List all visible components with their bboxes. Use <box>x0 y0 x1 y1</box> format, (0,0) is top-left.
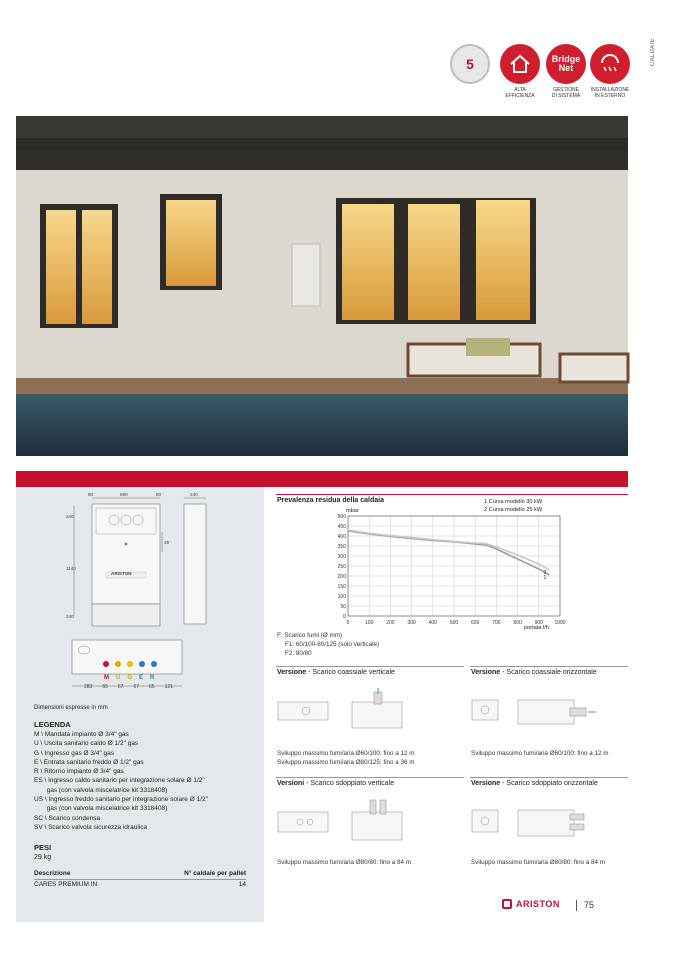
pressure-chart <box>330 512 564 628</box>
legend-item: US \ Ingresso freddo sanitario per integrazione solare Ø 1/2" <box>34 796 208 804</box>
y-tick-label: 500 <box>337 514 346 520</box>
version-rule <box>276 666 464 667</box>
legend-item: M \ Mandata impianto Ø 3/4" gas <box>34 731 129 738</box>
version-caption: Sviluppo massimo fumi/aria Ø60/100: fino a 12 m Sviluppo massimo fumi/aria Ø80/125: fino a 36 m <box>277 750 415 766</box>
y-axis-label: mbar <box>346 508 359 514</box>
chart-top-rule <box>276 494 628 495</box>
x-tick-label: 0 <box>346 620 350 626</box>
outdoor-installation-icon <box>590 44 630 84</box>
pallet-row: CARES PREMIUM IN 14 <box>34 881 246 888</box>
bottom-dimensions: 283 65 67 67 65 121 <box>84 684 173 690</box>
legend-list <box>34 730 260 832</box>
page-number: 75 <box>584 900 595 910</box>
y-tick-label: 350 <box>337 544 346 550</box>
x-tick-label: 600 <box>471 620 480 626</box>
ariston-logo-icon <box>502 899 512 909</box>
pallet-header: Descrizione N° caldaie per pallet <box>34 870 246 877</box>
svg-text:39: 39 <box>164 540 170 545</box>
legend-item: SC \ Scarico condensa <box>34 814 101 822</box>
x-tick-label: 700 <box>492 620 501 626</box>
version-split-vertical-title: Versioni - Scarico sdoppiato verticale <box>277 780 395 787</box>
y-tick-label: 450 <box>337 524 346 530</box>
y-tick-label: 0 <box>343 614 346 620</box>
y-tick-label: 250 <box>337 564 346 570</box>
version-coaxial-horizontal-title: Versione - Scarico coassiale orizzontale <box>471 669 597 676</box>
dimension-note: Dimensioni espresse in mm <box>34 705 108 711</box>
svg-text:80: 80 <box>88 492 94 497</box>
x-axis-label: portata l/h <box>524 625 549 631</box>
version-split-horizontal-title: Versione - Scarico sdoppiato orizzontale <box>471 780 598 787</box>
svg-text:1140: 1140 <box>66 566 76 571</box>
legend-item: U \ Uscita sanitario caldo Ø 1/2" gas <box>34 740 139 748</box>
weights-title: PESI <box>34 843 52 852</box>
legend-item: E \ Entrata sanitario freddo Ø 1/2" gas <box>34 758 144 766</box>
version-rule <box>470 666 628 667</box>
legend-item: G \ Ingresso gas Ø 3/4" gas <box>34 749 114 757</box>
y-tick-label: 100 <box>337 594 346 600</box>
svg-text:240: 240 <box>190 492 198 497</box>
x-tick-label: 200 <box>386 620 395 626</box>
version-caption: Sviluppo massimo fumi/aria Ø80/80: fino a 84 m <box>471 859 606 866</box>
coaxial-horizontal-diagram <box>470 686 626 732</box>
flue-notes: F: Scarico fumi (Ø mm) F1: 60/100-80/125 (solo verticale) F2: 80/80 <box>277 632 380 657</box>
series-label-2: 2 <box>543 570 547 576</box>
warranty-5-icon: 5 <box>450 44 490 84</box>
y-tick-label: 200 <box>337 574 346 580</box>
legend-entry: 2 Curva modello 25 kW <box>484 506 543 513</box>
y-tick-label: 50 <box>340 604 346 610</box>
coaxial-vertical-diagram <box>276 686 416 732</box>
y-tick-label: 300 <box>337 554 346 560</box>
svg-text:240: 240 <box>66 514 74 519</box>
version-caption: Sviluppo massimo fumi/aria Ø60/100: fino a 12 m <box>471 750 609 757</box>
series-line-1 <box>348 531 549 575</box>
x-tick-label: 100 <box>365 620 374 626</box>
y-tick-label: 400 <box>337 534 346 540</box>
svg-text:ARISTON: ARISTON <box>111 571 132 576</box>
outdoor-badge <box>590 44 633 99</box>
efficiency-badge <box>500 44 543 99</box>
weights-value: 29 kg <box>34 854 52 861</box>
split-vertical-diagram <box>276 796 416 846</box>
x-tick-label: 300 <box>407 620 416 626</box>
footer-separator <box>576 900 577 911</box>
boiler-drawing <box>66 492 256 692</box>
x-tick-label: 800 <box>513 620 522 626</box>
version-rule <box>276 777 464 778</box>
series-label-1: 1 <box>543 575 547 581</box>
legend-item: R \ Ritorno impianto Ø 3/4" gas <box>34 768 124 776</box>
bridgenet-icon: Bridge Net <box>546 44 586 84</box>
legend-item: gas (con valvola miscelatrice kit 3318408) <box>34 805 168 813</box>
y-tick-label: 150 <box>337 584 346 590</box>
x-tick-label: 900 <box>534 620 543 626</box>
section-tab: CALDAIE <box>650 38 656 66</box>
badge-label: GESTIONE DI SISTEMA <box>551 87 581 99</box>
badge-label: ALTA EFFICIENZA <box>505 87 535 99</box>
high-efficiency-house-icon <box>500 44 540 84</box>
warranty-badge <box>450 44 490 84</box>
badge-label: INSTALLAZIONE IN ESTERNO <box>590 87 630 99</box>
legend-item: gas (con valvola miscelatrice kit 3318408) <box>34 786 168 794</box>
version-caption: Sviluppo massimo fumi/aria Ø80/80: fino a 84 m <box>277 859 412 866</box>
split-horizontal-diagram <box>470 796 626 846</box>
legend-item: SV \ Scarico valvola sicurezza idraulica <box>34 823 148 831</box>
svg-text:590: 590 <box>120 492 128 497</box>
bridgenet-badge <box>546 44 589 99</box>
legend-entry: 1 Curva modello 30 kW <box>484 499 543 505</box>
version-rule <box>470 777 628 778</box>
connection-letters: M U G E R <box>104 675 155 681</box>
legend-item: ES \ Ingresso caldo sanitario per integrazione solare Ø 1/2" <box>34 777 205 785</box>
svg-text:80: 80 <box>156 492 162 497</box>
svg-text:240: 240 <box>66 614 74 619</box>
chart-title: Prevalenza residua della caldaia <box>277 497 385 504</box>
pallet-rule <box>34 879 246 880</box>
hero-photo <box>16 116 628 456</box>
legend-title: LEGENDA <box>34 720 71 729</box>
footer-brand: ARISTON <box>502 899 560 909</box>
section-divider-bar <box>16 471 628 487</box>
version-coaxial-vertical-title: Versione - Scarico coassiale verticale <box>277 669 395 676</box>
x-tick-label: 400 <box>428 620 437 626</box>
x-tick-label: 500 <box>449 620 459 626</box>
x-tick-label: 1000 <box>554 620 566 626</box>
